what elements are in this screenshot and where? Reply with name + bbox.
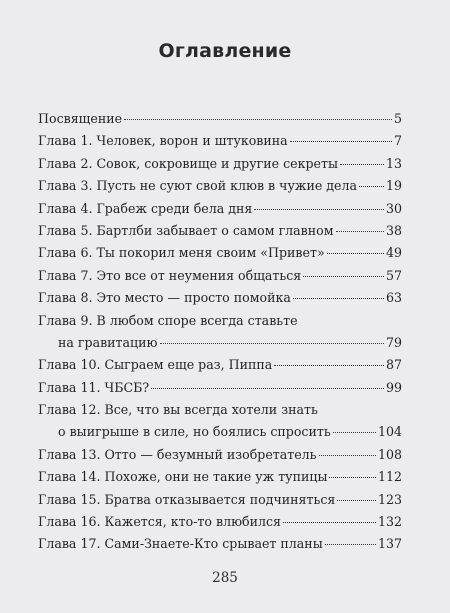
toc-entry-page: 19	[385, 178, 402, 194]
dot-leader	[254, 209, 384, 210]
toc-entry	[38, 377, 402, 399]
toc-entry-title: Глава 2. Совок, сокровище и другие секреты	[38, 155, 338, 171]
toc-entry-title: Глава 11. ЧБСБ?	[38, 379, 150, 395]
dot-leader	[340, 164, 384, 165]
toc-entry-page: 123	[377, 491, 402, 507]
toc-entry	[38, 489, 402, 511]
toc-entry-line	[38, 310, 402, 332]
toc-entry	[38, 533, 402, 555]
toc-entry	[38, 175, 402, 197]
toc-entry	[38, 354, 402, 376]
toc-entry-line	[38, 220, 402, 242]
toc-entry-page: 87	[385, 357, 402, 373]
toc-entry-page: 49	[385, 245, 402, 261]
toc-entry-title: Глава 4. Грабеж среди бела дня	[38, 200, 253, 216]
toc-entry-title: Глава 1. Человек, ворон и штуковина	[38, 133, 288, 149]
toc-entry-page: 137	[377, 536, 402, 552]
toc-entry-page: 63	[385, 290, 402, 306]
toc-entry	[38, 466, 402, 488]
dot-leader	[336, 231, 384, 232]
toc-entry-title: Глава 17. Сами-Знаете-Кто срывает планы	[38, 536, 323, 552]
toc-entry	[38, 242, 402, 264]
table-of-contents	[38, 108, 402, 556]
dot-leader	[303, 276, 384, 277]
dot-leader	[325, 544, 376, 545]
toc-entry-page: 104	[377, 424, 402, 440]
toc-entry-page: 99	[385, 379, 402, 395]
page-number: 285	[212, 570, 238, 586]
toc-entry-page: 7	[393, 133, 402, 149]
toc-entry-line	[38, 444, 402, 466]
toc-entry	[38, 108, 402, 130]
toc-entry	[38, 153, 402, 175]
dot-leader	[333, 432, 376, 433]
dot-leader	[274, 365, 384, 366]
toc-entry-line	[38, 466, 402, 488]
toc-entry-title: Глава 5. Бартлби забывает о самом главном	[38, 222, 334, 238]
toc-entry-title: Глава 8. Это место — просто помойка	[38, 290, 291, 306]
toc-entry-page: 38	[385, 222, 402, 238]
toc-entry-line	[38, 489, 402, 511]
toc-entry-title: Глава 12. Все, что вы всегда хотели знать	[38, 402, 318, 418]
dot-leader	[160, 343, 384, 344]
dot-leader	[151, 388, 384, 389]
toc-entry-page: 13	[385, 155, 402, 171]
toc-entry-title: Глава 15. Братва отказывается подчиняться	[38, 491, 336, 507]
toc-entry	[38, 444, 402, 466]
toc-entry-line	[38, 108, 402, 130]
toc-entry-page: 30	[385, 200, 402, 216]
toc-entry-line	[38, 130, 402, 152]
dot-leader	[283, 522, 376, 523]
toc-entry-title-continuation: на гравитацию	[58, 334, 158, 350]
toc-entry-title: Глава 9. В любом споре всегда ставьте	[38, 312, 298, 328]
dot-leader	[290, 141, 392, 142]
dot-leader	[327, 253, 384, 254]
toc-entry	[38, 220, 402, 242]
toc-entry-line	[38, 399, 402, 421]
toc-entry-page: 112	[377, 469, 402, 485]
toc-entry-title: Глава 10. Сыграем еще раз, Пиппа	[38, 357, 273, 373]
dot-leader	[329, 477, 375, 478]
toc-entry-title: Глава 7. Это все от неумения общаться	[38, 267, 302, 283]
dot-leader	[124, 119, 392, 120]
toc-entry-title: Глава 3. Пусть не суют свой клюв в чужие дела	[38, 178, 358, 194]
toc-entry-line	[38, 421, 402, 443]
toc-entry-title: Посвящение	[38, 111, 123, 126]
toc-entry-line	[38, 153, 402, 175]
toc-entry	[38, 198, 402, 220]
toc-entry-page: 79	[385, 334, 402, 350]
toc-entry	[38, 511, 402, 533]
toc-entry-page: 57	[385, 267, 402, 283]
toc-entry-title: Глава 6. Ты покорил меня своим «Привет»	[38, 245, 325, 261]
toc-entry-line	[38, 242, 402, 264]
toc-entry	[38, 287, 402, 309]
toc-entry-title-continuation: о выигрыше в силе, но боялись спросить	[58, 424, 331, 440]
toc-entry	[38, 265, 402, 287]
dot-leader	[359, 186, 384, 187]
toc-entry-title: Глава 16. Кажется, кто-то влюбился	[38, 514, 282, 530]
toc-entry-line	[38, 265, 402, 287]
toc-entry-title: Глава 13. Отто — безумный изобретатель	[38, 446, 317, 462]
toc-entry-title: Глава 14. Похоже, они не такие уж тупицы	[38, 469, 328, 485]
toc-entry	[38, 399, 402, 444]
toc-entry-page: 132	[377, 514, 402, 530]
dot-leader	[293, 298, 384, 299]
dot-leader	[319, 455, 376, 456]
toc-entry	[38, 130, 402, 152]
page-title: Оглавление	[158, 40, 292, 62]
toc-entry-line	[38, 511, 402, 533]
toc-entry-page: 108	[377, 446, 402, 462]
toc-entry-line	[38, 354, 402, 376]
toc-entry	[38, 310, 402, 355]
toc-entry-page: 5	[393, 111, 402, 126]
toc-entry-line	[38, 377, 402, 399]
toc-entry-line	[38, 332, 402, 354]
toc-entry-line	[38, 287, 402, 309]
toc-entry-line	[38, 175, 402, 197]
toc-entry-line	[38, 533, 402, 555]
toc-entry-line	[38, 198, 402, 220]
dot-leader	[337, 500, 376, 501]
